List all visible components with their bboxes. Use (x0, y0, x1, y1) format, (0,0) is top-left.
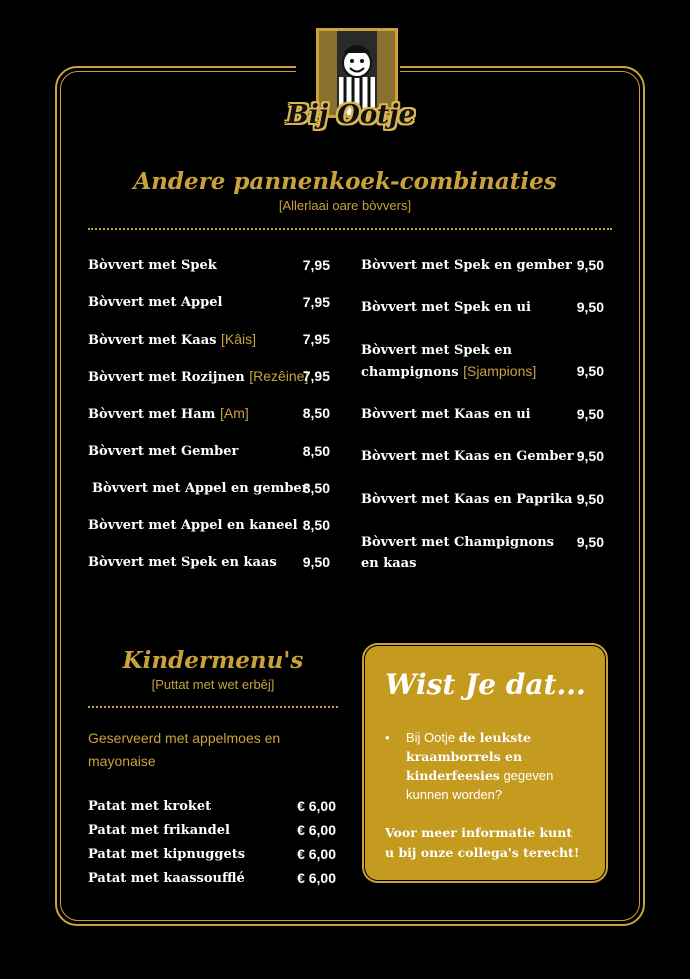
kids-item-price: € 6,00 (297, 798, 336, 814)
kids-item-name: Patat met kroket (88, 799, 212, 814)
menu-item-name: Bòvvert met Spek en ui (361, 300, 531, 315)
menu-item-name: Bòvvert met Appel en gember (92, 481, 309, 496)
menu-item-price: 9,50 (576, 448, 604, 464)
menu-item-name: Bòvvert met Appel en kaneel (88, 518, 298, 533)
menu-item-name: Bòvvert met Spek en gember (361, 258, 572, 273)
kids-item-price: € 6,00 (297, 870, 336, 886)
menu-item-price: 9,50 (576, 257, 604, 273)
menu-item-price: 7,95 (302, 257, 330, 273)
kids-item-name: Patat met kipnuggets (88, 847, 246, 862)
menu-item-price: 8,50 (302, 517, 330, 533)
menu-item-name: Bòvvert met Gember (88, 444, 239, 459)
menu-item-price: 9,50 (576, 299, 604, 315)
kids-serving-note: Geserveerd met appelmoes en mayonaise (88, 730, 281, 769)
menu-item-name: Bòvvert met Rozijnen [Rezêine] (88, 368, 309, 385)
kids-item-name: Patat met frikandel (88, 823, 230, 838)
menu-item-price: 7,95 (302, 331, 330, 347)
translation-text: [Sjampions] (463, 363, 537, 379)
menu-item-price: 9,50 (576, 406, 604, 422)
bij-ootje-logo (286, 26, 416, 138)
kids-item-name: Patat met kaassoufflé (88, 871, 245, 886)
menu-item-name: Bòvvert met Spek en kaas (88, 555, 277, 570)
menu-item-price: 9,50 (576, 491, 604, 507)
menu-item-price: 9,50 (576, 534, 604, 550)
kids-item-price: € 6,00 (297, 822, 336, 838)
section-subtitle-kids: [Puttat met wet erbêj] (151, 677, 275, 692)
menu-item-name: Bòvvert met Champignons en kaas (361, 535, 554, 571)
info-box-contact: Voor meer informatie kunt u bij onze collega's terecht! (385, 825, 580, 860)
kids-item-price: € 6,00 (297, 846, 336, 862)
divider-kids (88, 706, 338, 708)
menu-item-price: 7,95 (302, 294, 330, 310)
menu-item-name: Bòvvert met Kaas [Kâis] (88, 331, 256, 348)
menu-item-price: 9,50 (302, 554, 330, 570)
section-title-kids: Kindermenu's (122, 647, 304, 674)
translation-text: [Rezêine] (249, 368, 309, 384)
menu-item-price: 8,50 (302, 480, 330, 496)
menu-item-price: 9,50 (576, 363, 604, 379)
menu-item-name: Bòvvert met Ham [Am] (88, 405, 249, 422)
translation-text: [Kâis] (220, 331, 256, 347)
bullet-icon: • (385, 730, 390, 745)
divider-combinations (88, 228, 612, 230)
translation-text: [Am] (219, 405, 249, 421)
menu-item-name: Bòvvert met Spek en champignons [Sjampions] (361, 343, 537, 380)
menu-item-name: Bòvvert met Kaas en Paprika (361, 492, 573, 507)
logo-text: Bij Ootje (286, 100, 416, 130)
menu-item-price: 7,95 (302, 368, 330, 384)
section-subtitle-combinations: [Allerlaai oare bòvvers] (278, 198, 412, 213)
menu-item-name: Bòvvert met Spek (88, 258, 217, 273)
menu-item-name: Bòvvert met Kaas en Gember (361, 449, 574, 464)
menu-item-price: 8,50 (302, 405, 330, 421)
info-box-title: Wist Je dat... (385, 668, 586, 701)
section-title-combinations: Andere pannenkoek-combinaties (133, 168, 557, 195)
menu-item-name: Bòvvert met Kaas en ui (361, 407, 531, 422)
menu-item-name: Bòvvert met Appel (88, 295, 223, 310)
menu-item-price: 8,50 (302, 443, 330, 459)
